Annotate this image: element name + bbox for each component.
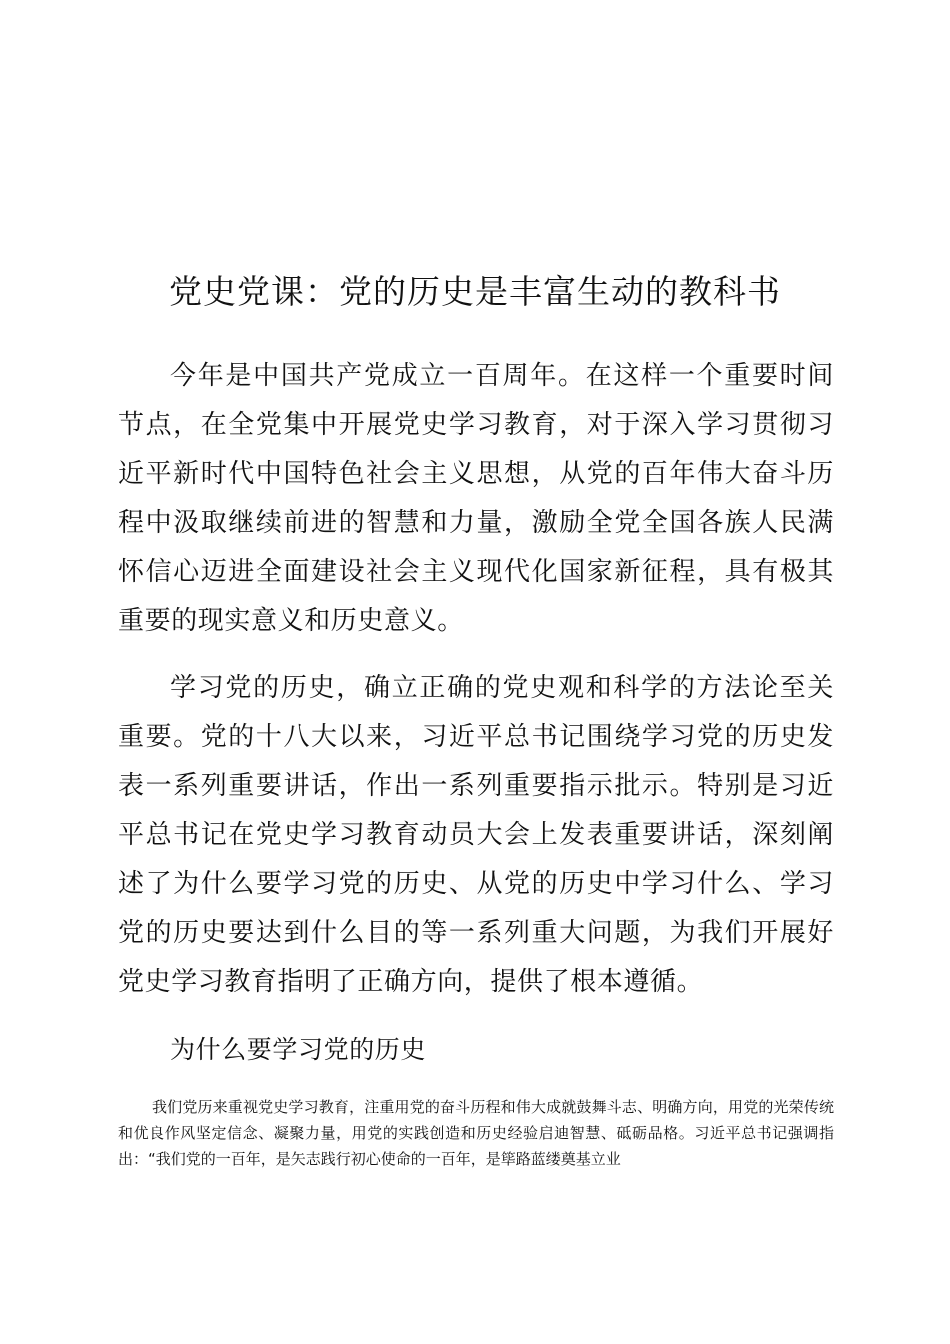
paragraph-history-study: 学习党的历史，确立正确的党史观和科学的方法论至关重要。党的十八大以来，习近平总书记围绕学习党的历史发表一系列重要讲话，作出一系列重要指示批示。特别是习近平总书记在党史学习教育动员大会上发表重要讲话，深刻阐述了为什么要学习党的历史、从党的历史中学习什么、学习党的历史要达到什么目的等一系列重大问题，为我们开展好党史学习教育指明了正确方向，提供了根本遵循。 [118, 673, 834, 997]
document-title: 党史党课：党的历史是丰富生动的教科书 [169, 272, 781, 311]
section-paragraph: 我们党历来重视党史学习教育，注重用党的奋斗历程和伟大成就鼓舞斗志、明确方向，用党的光荣传统和优良作风坚定信念、凝聚力量，用党的实践创造和历史经验启迪智慧、砥砺品格。习近平总书记强调指出：“我们党的一百年，是矢志践行初心使命的一百年，是筚路蓝缕奠基立业 [118, 1098, 834, 1168]
section-heading: 为什么要学习党的历史 [170, 1035, 427, 1064]
paragraph-intro: 今年是中国共产党成立一百周年。在这样一个重要时间节点，在全党集中开展党史学习教育，对于深入学习贯彻习近平新时代中国特色社会主义思想，从党的百年伟大奋斗历程中汲取继续前进的智慧和力量，激励全党全国各族人民满怀信心迈进全面建设社会主义现代化国家新征程，具有极其重要的现实意义和历史意义。 [118, 361, 834, 636]
